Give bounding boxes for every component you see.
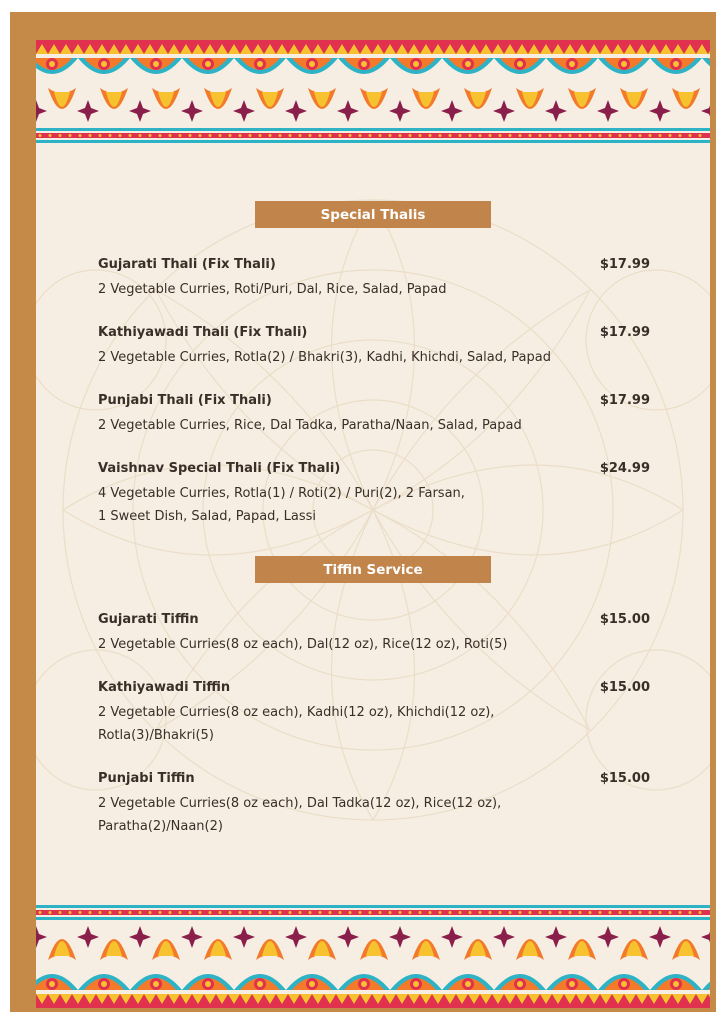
item-description: 2 Vegetable Curries(8 oz each), Dal Tadka(12 oz), Rice(12 oz), xyxy=(98,796,502,811)
item-price: $17.99 xyxy=(599,257,650,272)
menu-item xyxy=(98,392,650,438)
item-name: Kathiyawadi Tiffin xyxy=(98,680,231,695)
decorative-border-top xyxy=(36,40,710,148)
menu-item xyxy=(98,256,650,302)
item-name: Gujarati Thali (Fix Thali) xyxy=(98,257,276,272)
item-price: $17.99 xyxy=(599,393,650,408)
item-name: Gujarati Tiffin xyxy=(98,612,199,627)
item-name: Vaishnav Special Thali (Fix Thali) xyxy=(98,461,341,476)
menu-item xyxy=(98,460,650,530)
menu-item xyxy=(98,679,650,749)
item-description-line-2: Paratha(2)/Naan(2) xyxy=(98,819,223,834)
item-name: Punjabi Thali (Fix Thali) xyxy=(98,393,272,408)
item-description: 2 Vegetable Curries, Roti/Puri, Dal, Rice, Salad, Papad xyxy=(98,282,447,297)
item-price: $24.99 xyxy=(599,461,650,476)
item-name: Kathiyawadi Thali (Fix Thali) xyxy=(98,325,308,340)
menu-item xyxy=(98,324,650,370)
item-description: 4 Vegetable Curries, Rotla(1) / Roti(2) / Puri(2), 2 Farsan, xyxy=(98,486,465,501)
section-heading-tiffin-service: Tiffin Service xyxy=(255,556,491,583)
item-description-line-2: 1 Sweet Dish, Salad, Papad, Lassi xyxy=(98,509,317,524)
item-description-line-2: Rotla(3)/Bhakri(5) xyxy=(98,728,214,743)
item-price: $15.00 xyxy=(599,612,650,627)
item-description: 2 Vegetable Curries(8 oz each), Dal(12 oz), Rice(12 oz), Roti(5) xyxy=(98,637,508,652)
item-price: $15.00 xyxy=(599,771,650,786)
menu-item xyxy=(98,770,650,840)
item-price: $15.00 xyxy=(599,680,650,695)
item-description: 2 Vegetable Curries, Rotla(2) / Bhakri(3), Kadhi, Khichdi, Salad, Papad xyxy=(98,350,551,365)
item-description: 2 Vegetable Curries(8 oz each), Kadhi(12 oz), Khichdi(12 oz), xyxy=(98,705,495,720)
section-heading-special-thalis: Special Thalis xyxy=(255,201,491,228)
menu-frame xyxy=(10,12,716,1012)
item-price: $17.99 xyxy=(599,325,650,340)
item-name: Punjabi Tiffin xyxy=(98,771,195,786)
menu-item xyxy=(98,611,650,657)
item-description: 2 Vegetable Curries, Rice, Dal Tadka, Paratha/Naan, Salad, Papad xyxy=(98,418,522,433)
decorative-border-bottom xyxy=(36,900,710,1008)
menu-page xyxy=(36,40,710,1008)
